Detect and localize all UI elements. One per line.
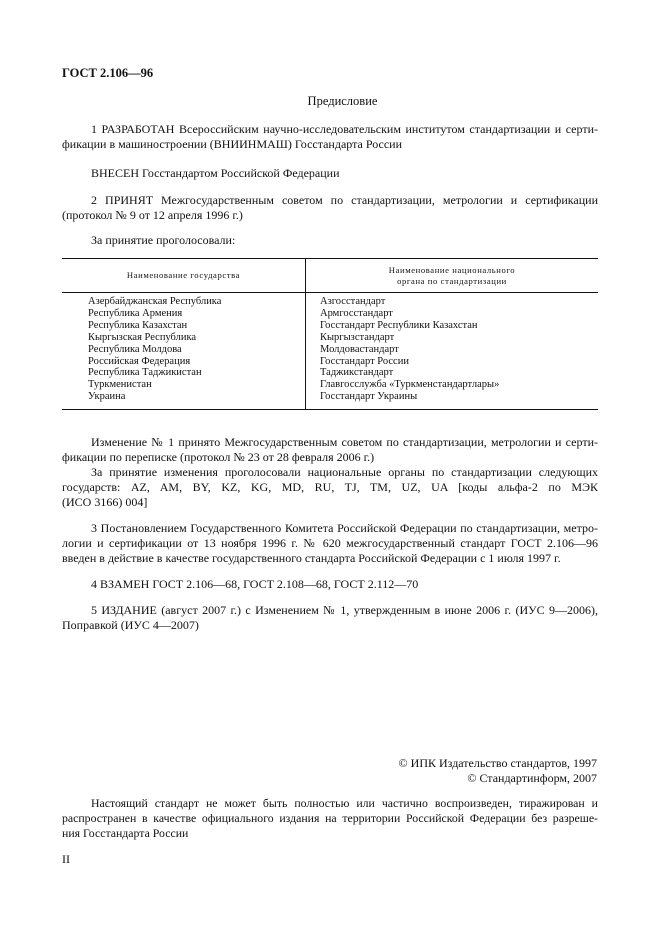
paragraph-line: фикации в машиностроении (ВНИИНМАШ) Госстандарта России <box>62 137 403 151</box>
paragraph-line: 1 РАЗРАБОТАН Всероссийским научно-исследовательским институтом стандартизации и серти- <box>91 122 598 136</box>
paragraph-line: (ИСО 3166) 004] <box>62 495 148 509</box>
organ-name: Азгосстандарт <box>320 296 386 307</box>
paragraph-edition <box>62 603 598 633</box>
paragraph-line: 5 ИЗДАНИЕ (август 2007 г.) с Изменением № 1, утвержденным в июне 2006 г. (ИУС 9—2006), <box>91 603 598 617</box>
paragraph-replaces: 4 ВЗАМЕН ГОСТ 2.106—68, ГОСТ 2.108—68, ГОСТ 2.112—70 <box>91 577 419 591</box>
state-name: Республика Таджикистан <box>88 367 202 379</box>
document-code: ГОСТ 2.106—96 <box>62 66 154 80</box>
state-name: Кыргызская Республика <box>88 331 197 343</box>
paragraph-introduced: ВНЕСЕН Госстандартом Российской Федерации <box>91 166 340 180</box>
paragraph-line: Изменение № 1 принято Межгосударственным советом по стандартизации, метрологии и серти- <box>91 435 598 449</box>
paragraph-line: (протокол № 9 от 12 апреля 1996 г.) <box>62 208 243 222</box>
paragraph-line: 2 ПРИНЯТ Межгосударственным советом по стандартизации, метрологии и сертификации <box>91 193 598 207</box>
organ-name: Таджикстандарт <box>320 367 394 379</box>
paragraph-voted: За принятие проголосовали: <box>91 233 236 247</box>
state-name: Российская Федерация <box>88 355 191 367</box>
organ-name: Госстандарт Республики Казахстан <box>320 319 478 331</box>
organ-name: Госстандарт России <box>320 355 409 367</box>
table-header-row <box>62 259 598 293</box>
paragraph-line: введен в действие в качестве государственного стандарта Российской Федерации с 1 июля 1997 г. <box>62 551 561 565</box>
organ-name: Армгосстандарт <box>320 307 393 319</box>
paragraph-line: распространен в качестве официального издания на территории Российской Федерации без разреше- <box>62 811 598 825</box>
paragraph-amendment-vote <box>62 465 598 510</box>
paragraph-line: государств: AZ, AM, BY, KZ, KG, MD, RU, TJ, TM, UZ, UA [коды альфа-2 по МЭК <box>62 480 598 494</box>
copyright-block <box>399 756 597 786</box>
voting-states-table <box>62 258 598 410</box>
page-number: II <box>62 852 70 866</box>
organ-name: Молдовастандарт <box>320 343 399 355</box>
organ-name: Госстандарт Украины <box>320 391 418 403</box>
paragraph-line: 3 Постановлением Государственного Комитета Российской Федерации по стандартизации, метро- <box>91 521 598 535</box>
state-name: Республика Молдова <box>88 343 182 355</box>
paragraph-enacted <box>62 521 598 566</box>
paragraph-line: ния Госстандарта России <box>62 826 189 840</box>
copyright-line: © Стандартинформ, 2007 <box>467 771 597 785</box>
section-heading-foreword: Предисловие <box>307 94 378 108</box>
paragraph-line: Поправкой (ИУС 4—2007) <box>62 618 199 632</box>
state-name: Туркменистан <box>88 379 152 391</box>
table-body-row <box>62 293 598 410</box>
state-name: Украина <box>88 391 126 403</box>
paragraph-line: фикации по переписке (протокол № 23 от 28 февраля 2006 г.) <box>62 450 375 464</box>
state-name: Республика Армения <box>88 307 183 319</box>
organ-name: Кыргызстандарт <box>320 331 395 343</box>
paragraph-adopted <box>62 193 598 223</box>
paragraph-line: За принятие изменения проголосовали национальные органы по стандартизации следующих <box>91 465 598 479</box>
table-header-organ: Наименование национального органа по стандартизации <box>306 259 599 293</box>
organ-name: Главгосслужба «Туркменстандартлары» <box>320 379 500 391</box>
paragraph-amendment <box>62 435 598 465</box>
paragraph-line: Настоящий стандарт не может быть полностью или частично воспроизведен, тиражирован и <box>91 796 598 810</box>
state-name: Республика Казахстан <box>88 319 188 331</box>
state-list <box>62 293 306 410</box>
table-header-state: Наименование государства <box>62 259 306 293</box>
reproduction-notice <box>62 796 598 841</box>
paragraph-line: логии и сертификации от 13 ноября 1996 г. № 620 межгосударственный стандарт ГОСТ 2.106—96 <box>62 536 598 550</box>
paragraph-developed <box>62 122 598 152</box>
copyright-line: © ИПК Издательство стандартов, 1997 <box>398 756 597 770</box>
state-name: Азербайджанская Республика <box>88 296 222 307</box>
organ-list <box>306 293 599 410</box>
